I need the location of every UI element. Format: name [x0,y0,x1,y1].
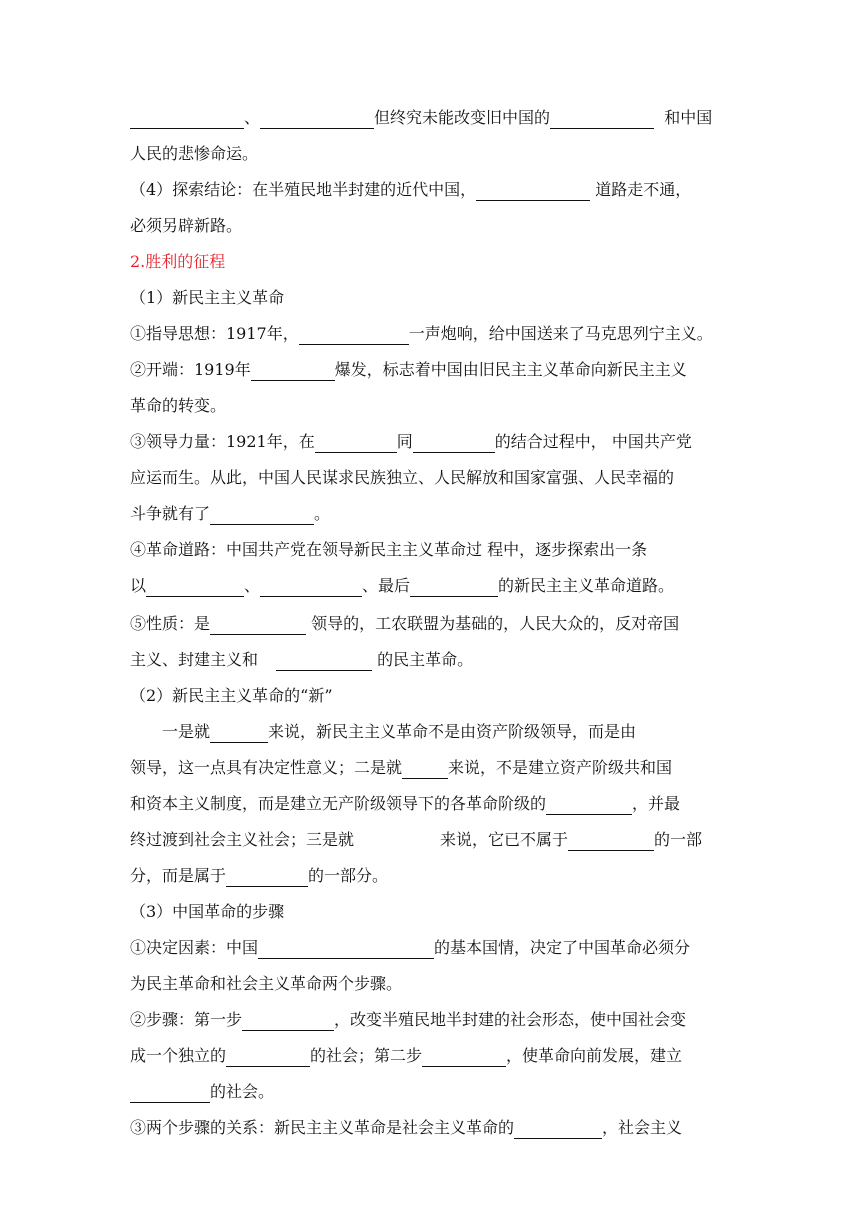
text-span: 一声炮响，给中国送来了马克思列宁主义。 [408,324,713,343]
text-span: 。 [314,504,331,523]
text-span: 的一部 [654,830,703,849]
text-line [130,606,730,642]
text-span: 、最后 [362,576,411,595]
text-span: 的社会。 [210,1082,275,1101]
text-span: 的新民主主义革命道路。 [498,576,675,595]
fill-blank[interactable] [242,1010,334,1031]
text-span: ①指导思想：1917年， [130,324,299,343]
fill-blank[interactable] [130,108,244,129]
text-span: 爆发，标志着中国由旧民主主义革命向新民主主义 [334,360,687,379]
text-span: 和资本主义制度，而是建立无产阶级领导下的各革命阶级的 [130,794,547,813]
text-span: 领导的，工农联盟为基础的，人民大众的，反对帝国 [311,614,680,633]
text-line: 应运而生。从此，中国人民谋求民族独立、人民解放和国家富强、人民幸福的 [130,468,675,487]
fill-blank[interactable] [514,1118,602,1139]
fill-blank[interactable] [315,432,397,453]
text-span: 、 [244,576,261,595]
text-line [130,750,730,786]
text-line [130,1074,730,1110]
text-line [130,1038,730,1074]
text-span: 的结合过程中， 中国共产党 [494,432,692,451]
fill-blank[interactable] [260,108,374,129]
fill-blank[interactable] [226,866,308,887]
text-line [130,100,730,136]
text-span: 来说，它已不属于 [440,830,569,849]
text-span: 一是就 [162,722,211,741]
fill-blank[interactable] [299,324,409,345]
text-span: ⑤性质：是 [130,614,211,633]
text-span: 但终究未能改变旧中国的 [374,108,551,127]
fill-blank[interactable] [546,794,632,815]
fill-blank[interactable] [476,180,590,201]
text-line [130,642,730,678]
text-span: 主义、封建主义和 [130,650,259,669]
text-span: ，社会主义 [602,1118,683,1137]
text-span: 以 [130,576,147,595]
text-span: 的基本国情，决定了中国革命必须分 [434,938,691,957]
text-line [130,822,730,858]
text-span: 终过渡到社会主义社会；三是就 [130,830,355,849]
text-span: 、 [244,108,261,127]
text-span: 分，而是属于 [130,866,227,885]
text-line [130,786,730,822]
text-line: 人民的悲惨命运。 [130,144,259,163]
text-line [130,568,730,604]
text-line [130,930,730,966]
text-line [130,714,730,750]
fill-blank[interactable] [210,614,306,635]
text-span: 的社会；第二步 [310,1046,423,1065]
text-span: 成一个独立的 [130,1046,227,1065]
text-line [130,172,730,208]
fill-blank[interactable] [402,758,448,779]
fill-blank[interactable] [276,650,372,671]
text-span: ②步骤：第一步 [130,1010,243,1029]
text-span: 和中国 [664,108,713,127]
text-span: 来说，新民主主义革命不是由资产阶级领导，而是由 [268,722,637,741]
fill-blank[interactable] [226,1046,310,1067]
text-span: 同 [396,432,413,451]
text-line [130,1110,730,1146]
text-span: ②开端：1919年 [130,360,251,379]
fill-blank[interactable] [258,938,434,959]
fill-blank[interactable] [550,108,654,129]
text-span: 来说，不是建立资产阶级共和国 [448,758,673,777]
text-span: 斗争就有了 [130,504,211,523]
section-heading: 2.胜利的征程 [130,252,226,271]
text-line: 必须另辟新路。 [130,216,243,235]
fill-blank[interactable] [422,1046,506,1067]
text-span: 道路走不通， [595,180,692,199]
fill-blank[interactable] [210,504,314,525]
document-page [130,100,730,1146]
text-span: （4）探索结论：在半殖民地半封建的近代中国， [130,180,477,199]
fill-blank[interactable] [568,830,654,851]
fill-blank[interactable] [413,432,495,453]
text-line [130,496,730,532]
text-span: 的民主革命。 [377,650,474,669]
text-line [130,858,730,894]
text-span: 领导，这一点具有决定性意义；二是就 [130,758,403,777]
fill-blank[interactable] [260,576,362,597]
text-span: ③领导力量：1921年，在 [130,432,315,451]
text-span: 的一部分。 [308,866,389,885]
subsection-heading: （2）新民主主义革命的“新” [130,686,333,705]
text-span: ①决定因素：中国 [130,938,259,957]
fill-blank[interactable] [410,576,498,597]
fill-blank[interactable] [210,722,268,743]
text-line: 为民主革命和社会主义革命两个步骤。 [130,974,403,993]
text-span: ，使革命向前发展，建立 [506,1046,683,1065]
text-span: ，改变半殖民地半封建的社会形态，使中国社会变 [334,1010,687,1029]
subsection-heading: （1）新民主主义革命 [130,288,285,307]
text-line [130,424,730,460]
text-line [130,1002,730,1038]
fill-blank[interactable] [251,360,335,381]
text-line [130,352,730,388]
text-line: 革命的转变。 [130,396,227,415]
subsection-heading: （3）中国革命的步骤 [130,902,285,921]
text-line [130,316,730,352]
text-line: ④革命道路：中国共产党在领导新民主主义革命过 程中，逐步探索出一条 [130,540,648,559]
fill-blank[interactable] [130,1082,210,1103]
text-span: ③两个步骤的关系：新民主主义革命是社会主义革命的 [130,1118,515,1137]
text-span: ，并最 [632,794,681,813]
fill-blank[interactable] [146,576,244,597]
